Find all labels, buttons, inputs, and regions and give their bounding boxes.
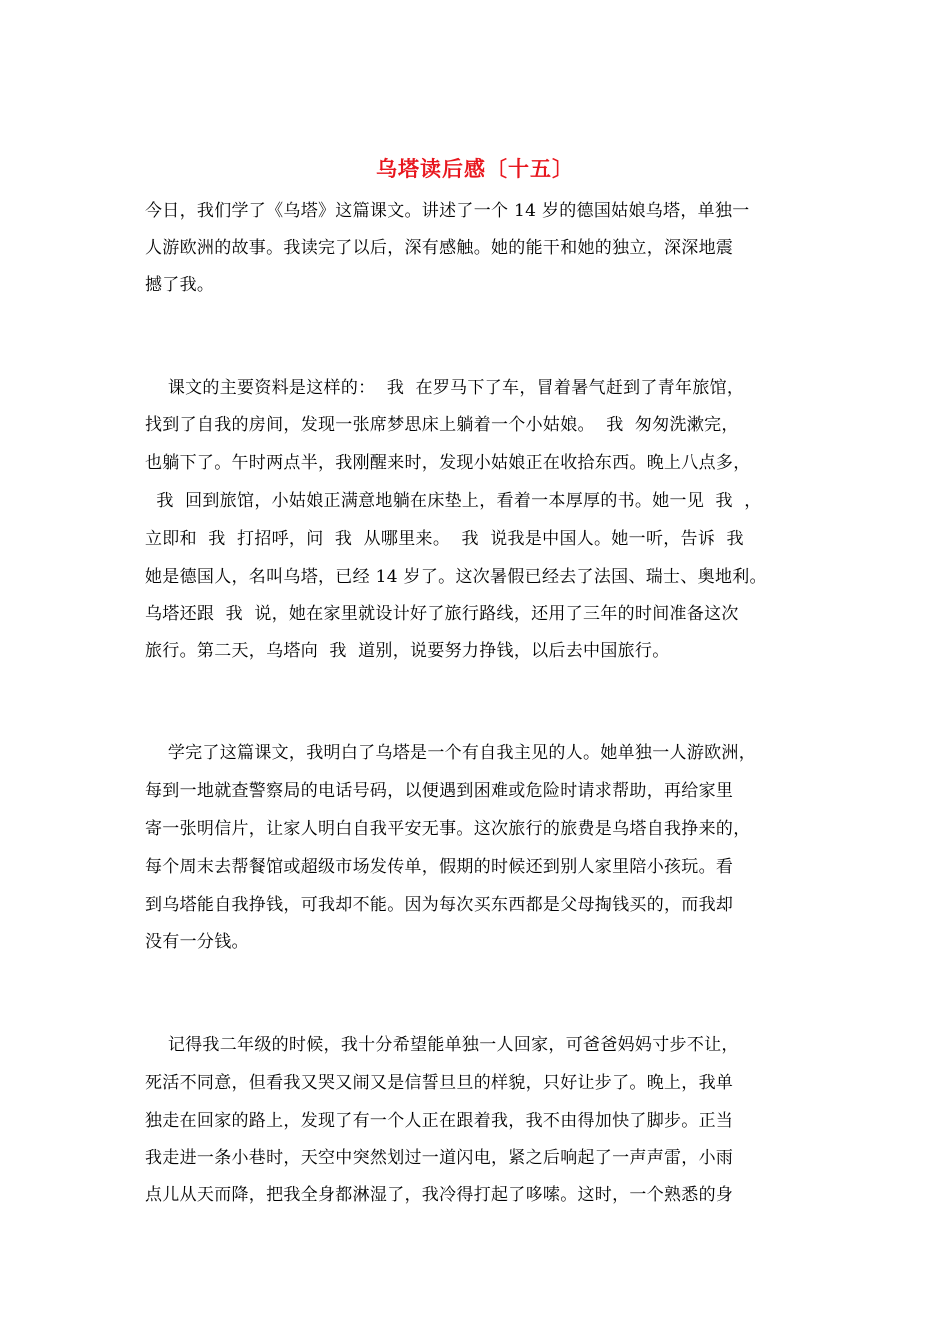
paragraph-2-line-1: 课文的主要资料是这样的： 我 在罗马下了车，冒着暑气赶到了青年旅馆， [145,378,745,398]
document-title: 乌塔读后感〔十五〕 [376,156,574,181]
paragraph-2-line-4: 我 回到旅馆，小姑娘正满意地躺在床垫上，看着一本厚厚的书。她一见 我 ， [145,491,762,511]
paragraph-4-line-4: 我走进一条小巷时，天空中突然划过一道闪电，紧之后响起了一声声雷，小雨 [145,1148,734,1168]
paragraph-2-line-8: 旅行。第二天，乌塔向 我 道别，说要努力挣钱，以后去中国旅行。 [145,641,670,661]
paragraph-1-line-1: 今日，我们学了《乌塔》这篇课文。讲述了一个 14 岁的德国姑娘乌塔，单独一 [145,201,750,221]
paragraph-2-line-5: 立即和 我 打招呼，问 我 从哪里来。 我 说我是中国人。她一听，告诉 我 [145,529,744,549]
paragraph-2-line-7: 乌塔还跟 我 说，她在家里就设计好了旅行路线，还用了三年的时间准备这次 [145,604,739,624]
paragraph-1-line-3: 撼了我。 [145,275,215,295]
paragraph-4-line-2: 死活不同意，但看我又哭又闹又是信誓旦旦的样貌，只好让步了。晚上，我单 [145,1073,734,1093]
paragraph-2-line-6: 她是德国人，名叫乌塔，已经 14 岁了。这次暑假已经去了法国、瑞士、奥地利。 [145,567,767,587]
paragraph-4-line-5: 点儿从天而降，把我全身都淋湿了，我冷得打起了哆嗦。这时，一个熟悉的身 [145,1185,734,1205]
paragraph-2-line-3: 也躺下了。午时两点半，我刚醒来时，发现小姑娘正在收拾东西。晚上八点多， [145,453,751,473]
paragraph-3-line-3: 寄一张明信片，让家人明白自我平安无事。这次旅行的旅费是乌塔自我挣来的， [145,819,751,839]
paragraph-3-line-2: 每到一地就查警察局的电话号码，以便遇到困难或危险时请求帮助，再给家里 [145,781,734,801]
paragraph-3-line-1: 学完了这篇课文，我明白了乌塔是一个有自我主见的人。她单独一人游欧洲， [145,743,757,763]
paragraph-4-line-3: 独走在回家的路上，发现了有一个人正在跟着我，我不由得加快了脚步。正当 [145,1111,734,1131]
paragraph-3-line-4: 每个周末去帮餐馆或超级市场发传单，假期的时候还到别人家里陪小孩玩。看 [145,857,734,877]
paragraph-3-line-6: 没有一分钱。 [145,932,249,952]
paragraph-2-line-2: 找到了自我的房间，发现一张席梦思床上躺着一个小姑娘。 我 匆匆洗漱完， [145,415,739,435]
paragraph-1-line-2: 人游欧洲的故事。我读完了以后，深有感触。她的能干和她的独立，深深地震 [145,238,734,258]
paragraph-4-line-1: 记得我二年级的时候，我十分希望能单独一人回家，可爸爸妈妈寸步不让， [145,1035,739,1055]
paragraph-3-line-5: 到乌塔能自我挣钱，可我却不能。因为每次买东西都是父母掏钱买的，而我却 [145,895,734,915]
